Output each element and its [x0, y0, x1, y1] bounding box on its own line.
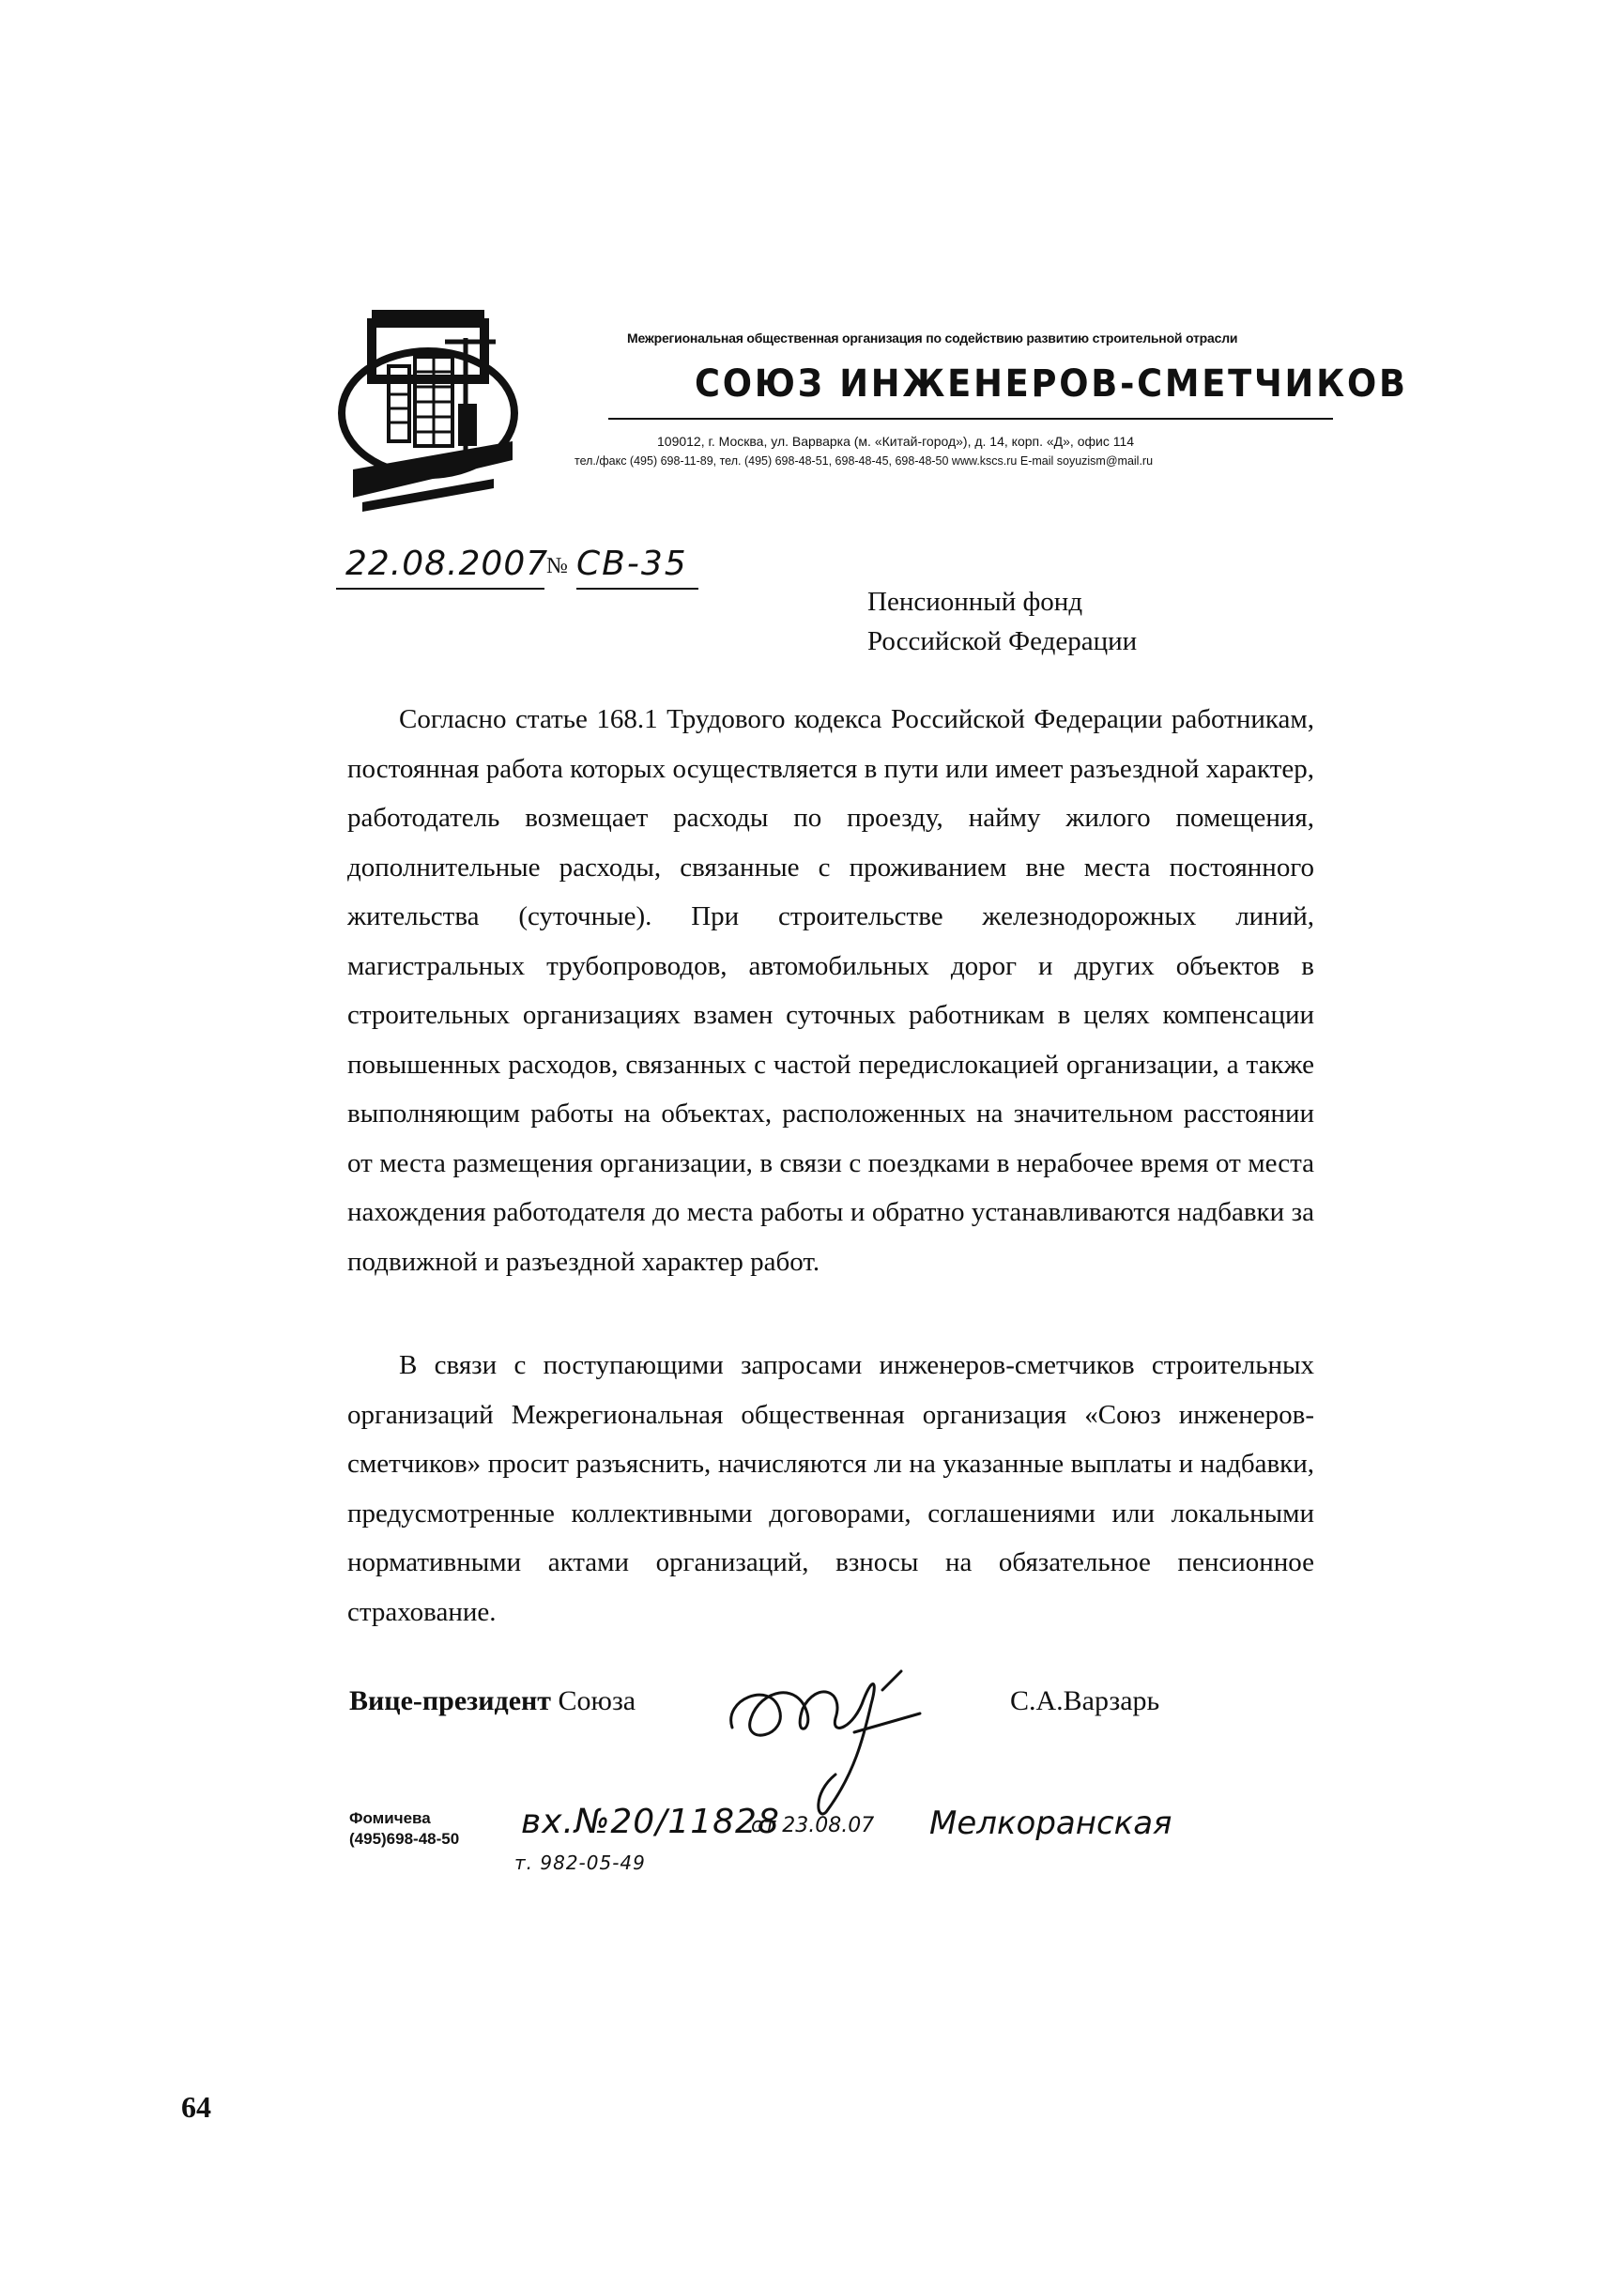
handwritten-phone: т. 982-05-49	[514, 1851, 646, 1874]
reference-line	[336, 545, 712, 592]
letter-date: 22.08.2007	[345, 545, 549, 583]
executor-phone: (495)698-48-50	[349, 1830, 460, 1848]
body-paragraph-2: В связи с поступающими запросами инженеров-сметчиков строительных организаций Межрегиональная общественная организация «Союз инженеров-сметчиков» просит разъяснить, начисляются ли на указанные выплаты и надбавки, предусмотренные коллективными договорами, соглашениями или локальными нормативными актами организаций, взносы на обязательное пенсионное страхование.	[347, 1350, 1314, 1627]
number-underline	[576, 588, 698, 590]
org-name: СОЮЗ ИНЖЕНЕРОВ-СМЕТЧИКОВ	[695, 362, 1408, 406]
executor-name: Фомичева	[349, 1809, 431, 1827]
signatory-title-rest: Союза	[551, 1685, 636, 1716]
signatory-title-bold: Вице-президент	[349, 1685, 552, 1716]
number-label: №	[546, 554, 568, 578]
org-address: 109012, г. Москва, ул. Варварка (м. «Китай-город»), д. 14, корп. «Д», офис 114	[657, 434, 1135, 449]
date-underline	[336, 588, 544, 590]
addressee-line-1: Пенсионный фонд	[867, 587, 1083, 617]
addressee	[867, 582, 1137, 661]
executor-info	[349, 1808, 459, 1850]
page-number: 64	[181, 2090, 211, 2124]
incoming-registration-date: от 23.08.07	[751, 1814, 875, 1837]
body-paragraph-1: Согласно статье 168.1 Трудового кодекса Российской Федерации работникам, постоянная работа которых осуществляется в пути или имеет разъездной характер, работодатель возмещает расходы по проезду, найму жилого помещения, дополнительные расходы, связанные с проживанием вне места постоянного жительства (суточные). При строительстве железнодорожных линий, магистральных трубопроводов, автомобильных дорог и других объектов в строительных организациях взамен суточных работникам в целях компенсации повышенных расходов, связанных с частой передислокацией организации, а также выполняющим работы на объектах, расположенных на значительном расстоянии от места размещения организации, в связи с поездками в нерабочее время от места нахождения работодателя до места работы и обратно устанавливаются надбавки за подвижной и разъездной характер работ.	[347, 704, 1314, 1277]
signatory-title	[349, 1685, 636, 1717]
header-divider	[608, 418, 1333, 420]
org-contacts: тел./факс (495) 698-11-89, тел. (495) 698-48-51, 698-48-45, 698-48-50 www.ksсs.ru E-mail soyuzism@mail.ru	[575, 454, 1154, 468]
addressee-line-2: Российской Федерации	[867, 626, 1138, 656]
organization-logo	[334, 310, 522, 516]
handwritten-recipient: Мелкоранская	[929, 1805, 1172, 1842]
letter-number: СВ-35	[576, 545, 688, 583]
incoming-registration-number: вх.№20/11828	[521, 1803, 780, 1841]
signer-name: С.А.Варзарь	[1010, 1685, 1160, 1716]
org-subtitle: Межрегиональная общественная организация по содействию развитию строительной отрасли	[627, 330, 1238, 346]
